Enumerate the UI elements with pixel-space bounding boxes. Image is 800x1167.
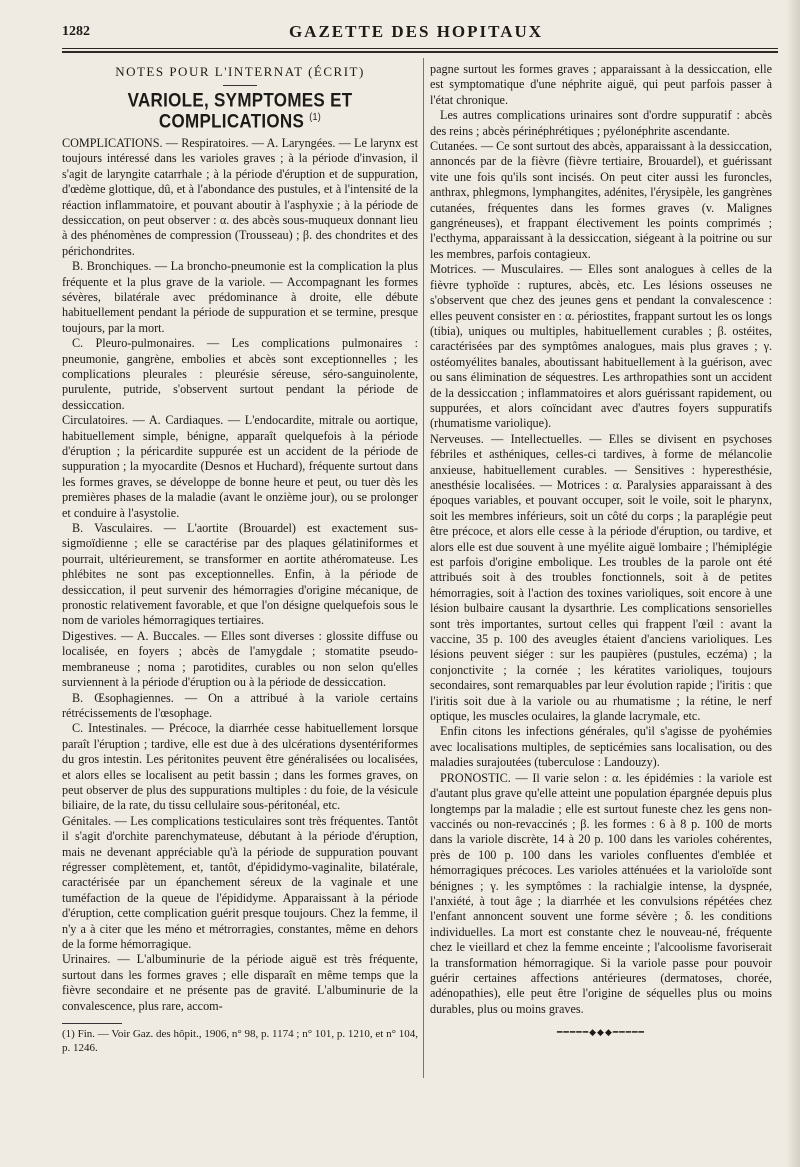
journal-title: GAZETTE DES HOPITAUX: [288, 22, 544, 41]
paragraph-infections-generales: Enfin citons les infections générales, qu'il s'agisse de pyohémies avec localisations multiples, de septicémies sans localisation, ou des maladies surajoutées (tuberculose : Landouzy).: [430, 724, 772, 770]
paragraph-nerveuses: Nerveuses. — Intellectuelles. — Elles se divisent en psychoses fébriles et asthéniques, celles-ci tardives, à forme de mélancolie anxieuse, habituellement curables. — Sensitives : hyperesthésie, anesthésie localisées. — Motrices : α. Paralysies apparaissant à des époques variables, et pouvant occuper, soit le voile, soit le pharynx, soit les membres inférieurs, soit un côté du corps ; la paraplégie peut être précoce, et alors elle cesse à la période d'éruption, ou tardive, et alors elle est due souvent à une myélite aiguë lombaire ; l'hémiplégie est parfois d'origine embolique. Les troubles de la parole ont été attribués soit à des troubles fonctionnels, soit à de petites hémorragies, soit à l'action des toxines varioliques, soit encore à une lésion bulbaire causant la dysarthrie. Les complications sensorielles sont très importantes, surtout celles qui frappent l'œil : avant la vaccine, 35 p. 100 des aveugles étaient d'anciens varioliques. Les lésions peuvent siéger : sur les paupières (pustules, eczéma) ; la conjonctivite ; la cornée ; les kératites varioliques, toujours secondaires, sont remarquables par leur évolution rapide ; l'iritis : que l'iritis soit due à la variole ou au rhumatisme ; la rétine, le nerf optique, les muscles oculaires, la glande lacrymale, etc.: [430, 431, 772, 724]
paragraph-circulatoires: Circulatoires. — A. Cardiaques. — L'endocardite, mitrale ou aortique, habituellement simple, bénigne, apparaît quelquefois à la période d'éruption ; la péricardite suppurée est un accident de la période de suppuration ; la myocardite (Desnos et Huchard), fréquente surtout dans les formes graves, se développe de bonne heure et peut, ou tuer dès les premières phases de la maladie (avant le onzième jour), ou se prolonger et conduire à l'asystolie.: [62, 413, 418, 520]
paragraph-pronostic: PRONOSTIC. — Il varie selon : α. les épidémies : la variole est d'autant plus grave qu'elle atteint une population épargnée depuis plus longtemps par la maladie ; elle est surtout funeste chez les gens non-vaccinés ou non-revaccinés ; β. les formes : 6 à 8 p. 100 de morts dans la variole discrète, 14 à 20 p. 100 dans les varioles cohérentes, près de 100 p. 100 dans les varioles confluentes d'emblée et hémorragiques précoces. Les varioles atténuées et la varioloïde sont bénignes ; γ. les symptômes : la rachialgie intense, la dyspnée, l'anxiété, à tout âge ; la diarrhée et les convulsions répétées chez l'enfant annoncent souvent une forme sévère ; δ. les conditions individuelles. La mort est constante chez le nouveau-né, fréquente chez le vieillard et chez la femme enceinte ; l'alcoolisme favoriserait la transformation hémorragique. Si la variole passe pour pouvoir guérir certaines affections antérieures (dermatoses, chorée, adénopathies), elle peut être l'origine de séquelles plus ou moins durables, plus ou moins graves.: [430, 770, 772, 1016]
paragraph-urinaires: Urinaires. — L'albuminurie de la période aiguë est très fréquente, surtout dans les formes graves ; elle disparaît en même temps que la fièvre secondaire et ne présente pas de gravité. L'albuminurie de la convalescence, plus rare, accom-: [62, 952, 418, 1013]
header-rule-thin: [62, 48, 778, 49]
footnote: (1) Fin. — Voir Gaz. des hôpit., 1906, n° 98, p. 1174 ; n° 101, p. 1210, et n° 104, p. 1246.: [62, 1028, 418, 1054]
paragraph-laryngees: COMPLICATIONS. — Respiratoires. — A. Laryngées. — Le larynx est toujours intéressé dans les varioles graves ; à la période d'invasion, il s'agit de laryngite catarrhale ; à la période d'éruption et de suppuration, d'œdème glottique, dû, et à l'abondance des pustules, et à l'intensité de la réaction inflammatoire, et pouvant aboutir à l'asphyxie ; à la période de dessiccation, on peut observer : α. des abcès sous-muqueux donnant lieu à des phénomènes de compression (Trousseau) ; β. des chondrites et des périchondrites.: [62, 135, 418, 258]
column-divider: [423, 58, 424, 1078]
paragraph-bronchiques: B. Bronchiques. — La broncho-pneumonie est la complication la plus fréquente et la plus grave de la variole. — Accompagnant les formes sévères, bilatérale avec prédominance à droite, elle débute habituellement pendant la période de suppuration et se termine, presque toujours, par la mort.: [62, 259, 418, 335]
end-ornament: ━━━━━◆◆◆━━━━━: [557, 1027, 645, 1038]
paragraph-motrices: Motrices. — Musculaires. — Elles sont analogues à celles de la fièvre typhoïde : ruptures, abcès, etc. Les lésions osseuses ne s'observent que chez des jeunes gens et pendant la convalescence : elles peuvent consister en : α. périostites, frappant surtout les os longs (tibia), uniques ou multiples, habituellement curables ; β. ostéites, caractérisées par des symptômes analogues, mais plus graves ; γ. ostéomyélites banales, aboutissant habituellement à la guérison, avec ou sans élimination de séquestres. Les arthropathies sont un accident de la dessiccation ; inflammatoires et alors guérissant rapidement, ou suppurées, et alors coïncidant avec d'autres foyers suppuratifs (rhumatisme variolique).: [430, 262, 772, 431]
running-header: [62, 22, 770, 44]
title-rule: [223, 85, 257, 86]
article-title: [62, 92, 418, 131]
footnote-marker: (1): [309, 111, 322, 124]
paragraph-intestinales: C. Intestinales. — Précoce, la diarrhée cesse habituellement lorsque paraît l'éruption ; tardive, elle est due à des ulcérations dysentériformes du gros intestin. Les péritonites peuvent être généralisées ou localisées, et alors elles se localisent au petit bassin ; dans les formes graves, on peut observer de plus des suppurations multiples : du foie, de la vésicule biliaire, de la rate, du tissu cellulaire sous-péritonéal, etc.: [62, 721, 418, 813]
paragraph-pleuro-pulmonaires: C. Pleuro-pulmonaires. — Les complications pulmonaires : pneumonie, gangrène, embolies et abcès sont exceptionnelles ; les complications pleurales : pleurésie séreuse, séro-sanguinolente, purulente, putride, s'observent surtout pendant la période de dessiccation.: [62, 336, 418, 412]
paragraph-suppuratif: Les autres complications urinaires sont d'ordre suppuratif : abcès des reins ; abcès périnéphrétiques ; pyélonéphrite ascendante.: [430, 108, 772, 138]
right-column: [430, 62, 772, 1107]
page-number: 1282: [62, 24, 90, 39]
paragraph-urinaires-cont: pagne surtout les formes graves ; apparaissant à la dessiccation, elle est symptomatique d'une néphrite aiguë, qui peut parfois passer à l'état chronique.: [430, 62, 772, 107]
left-column: [62, 62, 418, 1107]
paragraph-cutanees: Cutanées. — Ce sont surtout des abcès, apparaissant à la dessiccation, annoncés par de la fièvre (fièvre tertiaire, Brouardel), et guérissant vite une fois qu'ils sont incisés. On peut citer aussi les furoncles, anthrax, phlegmons, lymphangites, adénites, l'érysipèle, les gangrènes cutanées, fréquentes dans les formes graves (v. Malignes gangréneuses), et frappant électivement les points comprimés ; l'ecthyma, apparaissant à la dessiccation, siégeant à la poitrine ou sur les membres, parfois contagieux.: [430, 139, 772, 261]
paragraph-genitales: Génitales. — Les complications testiculaires sont très fréquentes. Tantôt il s'agit d'orchite parenchymateuse, débutant à la période d'éruption, mais ne devenant appréciable qu'à la période de suppuration pouvant régresser complètement, et, tantôt, d'épididymo-vaginalite, bilatérale, caractérisée par un épanchement séreux de la vaginale et une tuméfaction de la queue de l'épididyme. Apparaissant à la période d'éruption, cette complication guérit presque toujours. Chez la femme, il n'y a à citer que les méno et métrorragies, constantes, même en dehors de la forme hémorragique.: [62, 813, 418, 951]
paragraph-vasculaires: B. Vasculaires. — L'aortite (Brouardel) est exactement sus-sigmoïdienne ; elle se caractérise par des plaques gélatiniformes et pourrait, ultérieurement, se transformer en aortite athéromateuse. Les phlébites ne sont pas exceptionnelles. Enfin, à la période de dessiccation, il peut survenir des hémorragies d'origine mécanique, de pronostic relativement favorable, et que l'on désigne quelquefois sous le nom de varioles hémorragiques tertiaires.: [62, 521, 418, 628]
section-label: NOTES POUR L'INTERNAT (ÉCRIT): [115, 64, 365, 79]
footnote-rule: [62, 1023, 122, 1024]
paragraph-oesophagiennes: B. Œsophagiennes. — On a attribué à la variole certains rétrécissements de l'œsophage.: [62, 690, 418, 720]
header-rule-thick: [62, 51, 778, 53]
article-title-text: VARIOLE, SYMPTOMES ET COMPLICATIONS: [127, 90, 353, 133]
paragraph-digestives: Digestives. — A. Buccales. — Elles sont diverses : glossite diffuse ou localisée, en foyers ; abcès de l'amygdale ; stomatite pseudo-membraneuse ; noma ; parotidites, curables ou non selon qu'elles surviennent à la période d'éruption ou à la période de dessiccation.: [62, 628, 418, 690]
page-edge-shadow: [786, 0, 800, 1167]
